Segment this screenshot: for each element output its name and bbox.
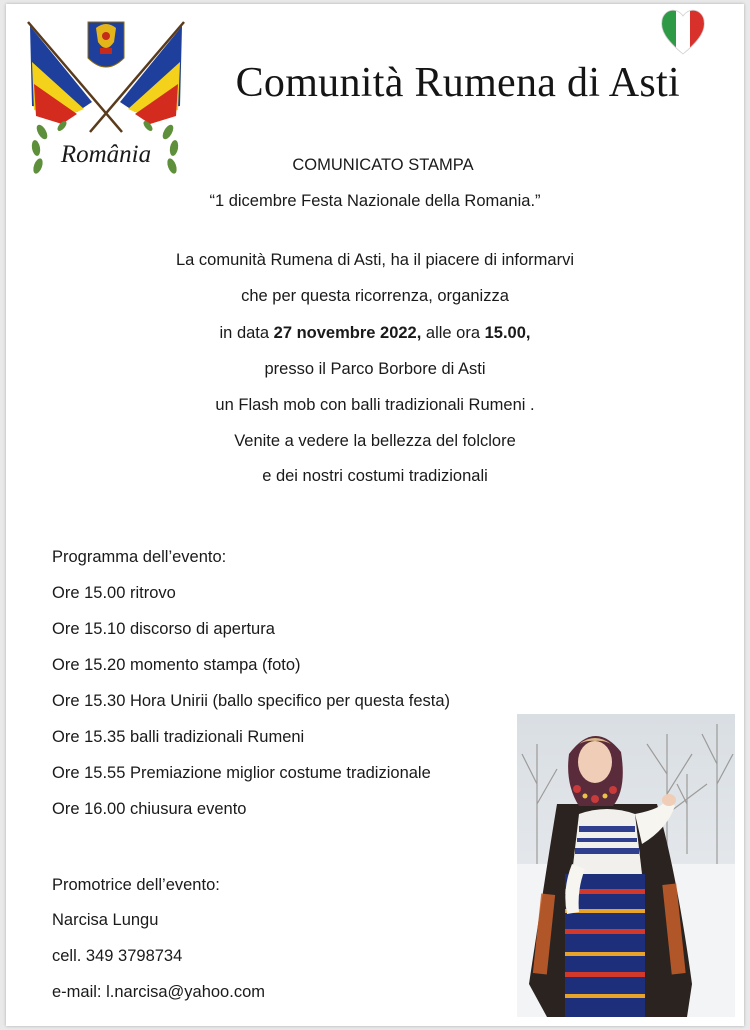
event-time: 15.00, bbox=[484, 324, 531, 342]
program-item: Ore 15.10 discorso di apertura bbox=[52, 620, 275, 638]
page-title: Comunità Rumena di Asti bbox=[235, 60, 680, 106]
promoter-phone: cell. 349 3798734 bbox=[52, 947, 183, 965]
intro-line-7: e dei nostri costumi tradizionali bbox=[262, 467, 488, 485]
press-heading: COMUNICATO STAMPA bbox=[292, 156, 474, 174]
italy-heart-icon bbox=[658, 4, 708, 58]
logo-text: România bbox=[60, 141, 152, 168]
event-date: 27 novembre 2022, bbox=[273, 324, 422, 342]
intro-line-2: che per questa ricorrenza, organizza bbox=[241, 287, 509, 305]
program-item: Ore 16.00 chiusura evento bbox=[52, 800, 247, 818]
press-subtitle: “1 dicembre Festa Nazionale della Romania.” bbox=[209, 192, 541, 210]
intro-line-4: presso il Parco Borbore di Asti bbox=[264, 360, 486, 378]
program-item: Ore 15.20 momento stampa (foto) bbox=[52, 656, 301, 674]
program-item: Ore 15.00 ritrovo bbox=[52, 584, 176, 602]
program-heading: Programma dell’evento: bbox=[52, 548, 227, 566]
promoter-heading: Promotrice dell’evento: bbox=[52, 876, 220, 894]
costume-photo bbox=[517, 714, 735, 1017]
press-release-page bbox=[6, 4, 744, 1026]
promoter-email: e-mail: l.narcisa@yahoo.com bbox=[52, 983, 265, 1001]
intro-line-6: Venite a vedere la bellezza del folclore bbox=[234, 432, 516, 450]
promoter-name: Narcisa Lungu bbox=[52, 911, 159, 929]
intro-line-1: La comunità Rumena di Asti, ha il piacere di informarvi bbox=[175, 251, 575, 269]
intro-line-3: in data 27 novembre 2022, alle ora 15.00, bbox=[219, 324, 531, 342]
program-item: Ore 15.35 balli tradizionali Rumeni bbox=[52, 728, 305, 746]
intro-line-5: un Flash mob con balli tradizionali Rumeni . bbox=[215, 396, 535, 414]
program-item: Ore 15.30 Hora Unirii (ballo specifico per questa festa) bbox=[52, 692, 451, 710]
program-item: Ore 15.55 Premiazione miglior costume tradizionale bbox=[52, 764, 431, 782]
